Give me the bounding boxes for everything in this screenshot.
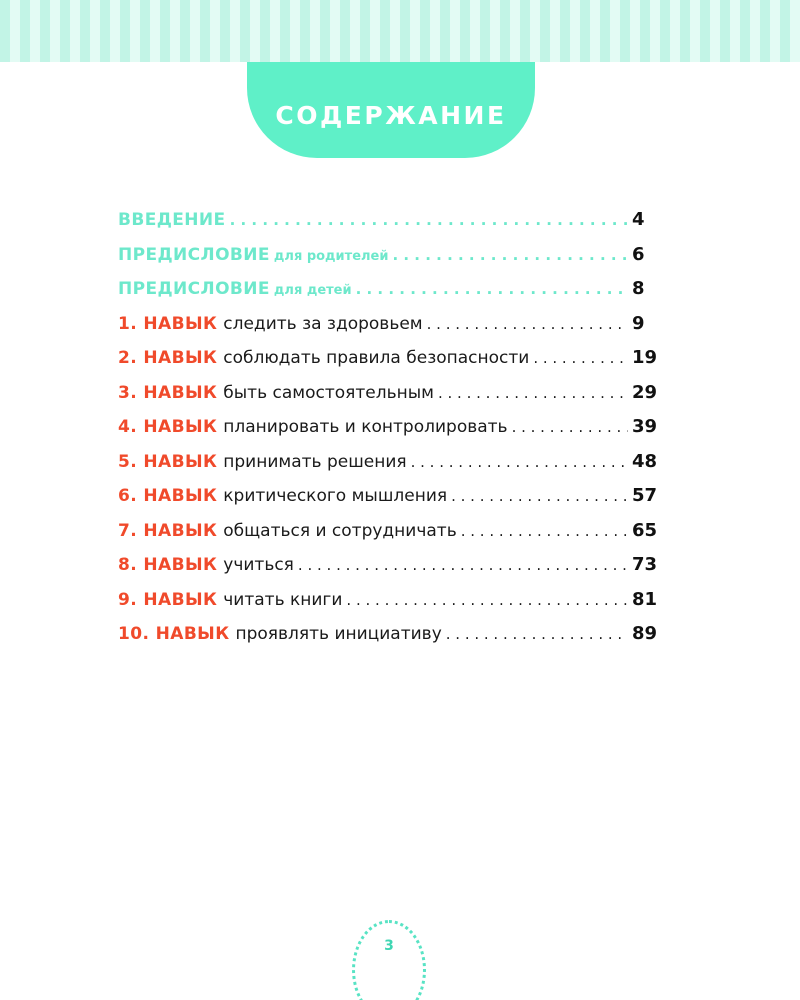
- toc-entry-heading: 3. НАВЫК: [118, 382, 218, 403]
- toc-entry-description: читать книги: [223, 589, 343, 610]
- toc-entry-skill-10[interactable]: [118, 617, 658, 652]
- toc-entry-heading: 7. НАВЫК: [118, 520, 218, 541]
- striped-header-band: [0, 0, 800, 62]
- toc-entry-description: быть самостоятельным: [223, 382, 434, 403]
- toc-entry-introduction[interactable]: [118, 203, 644, 238]
- dot-leader: [411, 445, 628, 480]
- toc-page-number: 19: [632, 347, 658, 368]
- dot-leader: [392, 238, 628, 273]
- toc-entry-description: соблюдать правила безопасности: [223, 348, 530, 368]
- dot-leader: [298, 548, 628, 583]
- toc-entry-description: общаться и сотрудничать: [223, 520, 457, 541]
- toc-entry-skill-8[interactable]: [118, 548, 658, 583]
- toc-entry-skill-5[interactable]: [118, 445, 658, 480]
- dot-leader: [461, 514, 628, 549]
- toc-entry-skill-4[interactable]: [118, 410, 658, 445]
- page-number: 3: [384, 938, 394, 954]
- toc-page-number: 9: [632, 312, 645, 334]
- toc-page-number: 29: [632, 381, 658, 403]
- dot-leader: [427, 307, 628, 342]
- toc-entry-heading: 8. НАВЫК: [118, 555, 218, 575]
- dot-leader: [533, 341, 628, 376]
- dot-leader: [512, 410, 628, 445]
- toc-entry-skill-3[interactable]: [118, 376, 658, 411]
- toc-entry-description: планировать и контролировать: [223, 417, 508, 437]
- toc-page-number: 39: [632, 416, 658, 437]
- toc-entry-description: учиться: [223, 555, 294, 575]
- toc-page-number: 73: [632, 554, 658, 575]
- dot-leader: [346, 583, 628, 618]
- toc-entry-heading: 1. НАВЫК: [118, 313, 218, 334]
- toc-entry-heading: 4. НАВЫК: [118, 417, 218, 437]
- toc-entry-preface-parents[interactable]: [118, 238, 644, 273]
- dot-leader: [446, 617, 628, 652]
- toc-entry-heading: 6. НАВЫК: [118, 486, 218, 506]
- toc-page-number: 65: [632, 519, 658, 541]
- toc-entry-heading: 2. НАВЫК: [118, 348, 218, 368]
- toc-page-number: 8: [632, 278, 645, 299]
- page-title: СОДЕРЖАНИЕ: [275, 100, 507, 130]
- toc-entry-skill-6[interactable]: [118, 479, 658, 514]
- toc-entry-skill-7[interactable]: [118, 514, 658, 549]
- toc-entry-heading: 10. НАВЫК: [118, 624, 230, 644]
- toc-entry-skill-1[interactable]: [118, 307, 644, 342]
- dot-leader: [230, 203, 628, 238]
- toc-page-number: 57: [632, 485, 658, 506]
- toc-entry-subtitle: для родителей: [273, 248, 389, 264]
- toc-entry-skill-9[interactable]: [118, 583, 658, 618]
- toc-entry-description: критического мышления: [223, 486, 448, 506]
- toc-page-number: 81: [632, 588, 658, 610]
- toc-entry-subtitle: для детей: [273, 283, 352, 298]
- toc-entry-description: следить за здоровьем: [223, 313, 423, 334]
- toc-entry-heading: ПРЕДИСЛОВИЕ: [118, 244, 270, 265]
- toc-entry-skill-2[interactable]: [118, 341, 658, 376]
- dot-leader: [438, 376, 628, 411]
- toc-entry-preface-children[interactable]: [118, 272, 644, 307]
- toc-entry-description: проявлять инициативу: [235, 624, 442, 644]
- toc-entry-description: принимать решения: [223, 451, 407, 472]
- dot-leader: [356, 272, 628, 307]
- title-tab: [247, 62, 535, 158]
- toc-entry-heading: ВВЕДЕНИЕ: [118, 210, 226, 230]
- dot-leader: [451, 479, 628, 514]
- toc-entry-heading: 5. НАВЫК: [118, 451, 218, 472]
- table-of-contents: [118, 203, 658, 652]
- toc-page-number: 89: [632, 623, 658, 644]
- page-number-badge: [352, 920, 426, 1000]
- toc-entry-heading: ПРЕДИСЛОВИЕ: [118, 279, 270, 299]
- toc-entry-heading: 9. НАВЫК: [118, 589, 218, 610]
- toc-page-number: 48: [632, 450, 658, 472]
- toc-page-number: 4: [632, 209, 645, 230]
- toc-page-number: 6: [632, 243, 645, 265]
